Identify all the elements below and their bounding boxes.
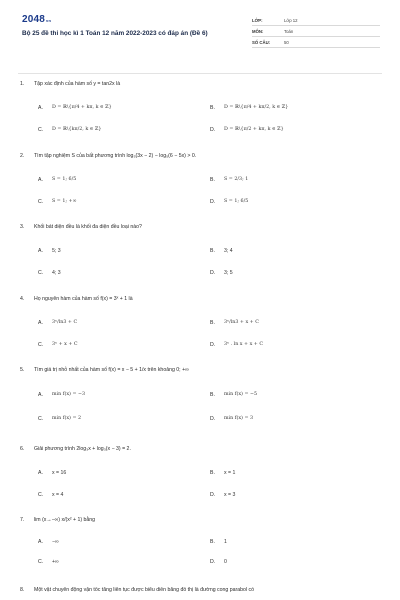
option-d[interactable] bbox=[210, 416, 253, 422]
option-text: +∞ bbox=[52, 559, 59, 565]
question-text: Tập xác định của hàm số y = tan2x là bbox=[34, 81, 121, 87]
option-text: 3ˣ . ln x + x + C bbox=[224, 342, 264, 347]
option-letter: A. bbox=[38, 539, 43, 545]
option-a[interactable] bbox=[38, 392, 85, 398]
page-header bbox=[0, 0, 400, 70]
option-c[interactable] bbox=[38, 199, 77, 205]
option-b[interactable] bbox=[210, 392, 257, 398]
option-a[interactable] bbox=[38, 320, 77, 326]
option-c[interactable] bbox=[38, 342, 78, 348]
question-stem bbox=[20, 153, 382, 160]
option-text: 3ˣ/ln3 + C bbox=[52, 320, 78, 325]
option-letter: C. bbox=[38, 559, 44, 565]
option-text: min f(x) = 3 bbox=[224, 416, 254, 421]
option-text: S = 1; 6/5 bbox=[52, 177, 77, 182]
option-text: min f(x) = −3 bbox=[52, 392, 86, 397]
option-letter: B. bbox=[210, 320, 215, 326]
option-b[interactable] bbox=[210, 248, 233, 254]
option-text: D = ℝ\{kπ/2, k ∈ ℤ} bbox=[52, 127, 102, 132]
option-a[interactable] bbox=[38, 539, 59, 545]
question-7 bbox=[20, 517, 382, 565]
option-letter: C. bbox=[38, 199, 44, 205]
option-d[interactable] bbox=[210, 342, 263, 348]
option-letter: D. bbox=[210, 416, 216, 422]
option-d[interactable] bbox=[210, 127, 284, 133]
option-letter: D. bbox=[210, 492, 216, 498]
option-text: D = ℝ\{π/4 + kπ, k ∈ ℤ} bbox=[52, 105, 112, 110]
option-letter: D. bbox=[210, 127, 216, 133]
option-text: −∞ bbox=[52, 539, 59, 545]
option-text: min f(x) = −5 bbox=[224, 392, 258, 397]
question-stem bbox=[20, 296, 382, 303]
option-letter: A. bbox=[38, 392, 43, 398]
option-letter: C. bbox=[38, 127, 44, 133]
option-text: D = ℝ\{π/2 + kπ, k ∈ ℤ} bbox=[224, 127, 284, 132]
meta-panel bbox=[252, 15, 380, 48]
option-b[interactable] bbox=[210, 105, 288, 111]
option-text: 3; 5 bbox=[224, 270, 233, 276]
meta-row-subject bbox=[252, 26, 380, 37]
option-letter: C. bbox=[38, 342, 44, 348]
option-letter: D. bbox=[210, 199, 216, 205]
option-letter: D. bbox=[210, 559, 216, 565]
meta-value: 50 bbox=[284, 39, 289, 45]
option-letter: C. bbox=[38, 416, 44, 422]
question-text: Một vật chuyển động vận tốc tăng liên tục được biểu diễn bằng đồ thị là đường cong parabol có bbox=[34, 587, 254, 593]
meta-key: LỚP: bbox=[252, 17, 263, 23]
option-letter: B. bbox=[210, 105, 215, 111]
option-letter: A. bbox=[38, 105, 43, 111]
option-text: x = 4 bbox=[52, 492, 64, 498]
meta-value: Toán bbox=[284, 28, 294, 34]
option-c[interactable] bbox=[38, 270, 61, 276]
option-text: 0 bbox=[224, 559, 227, 565]
option-text: S = 1; +∞ bbox=[52, 199, 77, 204]
option-letter: A. bbox=[38, 470, 43, 476]
option-text: x = 16 bbox=[52, 470, 67, 476]
option-letter: A. bbox=[38, 177, 43, 183]
option-a[interactable] bbox=[38, 470, 66, 476]
option-a[interactable] bbox=[38, 105, 112, 111]
option-text: 1 bbox=[224, 539, 227, 545]
question-number: 8. bbox=[20, 587, 25, 593]
question-text: Giải phương trình 2log₃x + log₃(x − 3) = 2. bbox=[34, 446, 131, 452]
option-d[interactable] bbox=[210, 270, 233, 276]
option-d[interactable] bbox=[210, 559, 227, 565]
option-text: 5; 3 bbox=[52, 248, 61, 254]
option-text: S = 2/3; 1 bbox=[224, 177, 249, 182]
question-stem bbox=[20, 587, 382, 594]
meta-row-class bbox=[252, 15, 380, 26]
option-letter: C. bbox=[38, 270, 44, 276]
question-stem bbox=[20, 517, 382, 524]
option-text: min f(x) = 2 bbox=[52, 416, 82, 421]
option-c[interactable] bbox=[38, 559, 59, 565]
question-number: 2. bbox=[20, 153, 25, 159]
option-text: x = 3 bbox=[224, 492, 236, 498]
option-letter: A. bbox=[38, 320, 43, 326]
divider bbox=[18, 73, 382, 74]
option-d[interactable] bbox=[210, 492, 235, 498]
option-b[interactable] bbox=[210, 470, 235, 476]
question-text: lim (x→−∞) x/(x² + 1) bằng bbox=[34, 517, 96, 523]
logo-text: 2048 bbox=[22, 14, 46, 25]
question-2 bbox=[20, 153, 382, 205]
option-text: S = 1; 6/5 bbox=[224, 199, 249, 204]
question-text: Tìm giá trị nhỏ nhất của hàm số f(x) = x − 5 + 1/x trên khoảng 0; +∞ bbox=[34, 367, 189, 373]
option-letter: B. bbox=[210, 470, 215, 476]
option-letter: D. bbox=[210, 270, 216, 276]
question-6 bbox=[20, 446, 382, 498]
question-text: Khối bát diện đều là khối đa diện đều loại nào? bbox=[34, 224, 142, 230]
option-c[interactable] bbox=[38, 492, 63, 498]
question-number: 4. bbox=[20, 296, 25, 302]
option-b[interactable] bbox=[210, 177, 248, 183]
question-stem bbox=[20, 367, 382, 374]
option-letter: B. bbox=[210, 177, 215, 183]
question-stem bbox=[20, 81, 382, 88]
option-text: D = ℝ\{π/4 + kπ/2, k ∈ ℤ} bbox=[224, 105, 289, 110]
question-stem bbox=[20, 446, 382, 453]
option-text: x = 1 bbox=[224, 470, 236, 476]
question-1 bbox=[20, 81, 382, 133]
option-a[interactable] bbox=[38, 248, 61, 254]
site-logo[interactable] bbox=[22, 14, 51, 25]
option-b[interactable] bbox=[210, 320, 259, 326]
question-8 bbox=[20, 587, 382, 594]
option-letter: D. bbox=[210, 342, 216, 348]
option-text: 4; 3 bbox=[52, 270, 61, 276]
meta-key: SỐ CÂU: bbox=[252, 39, 271, 45]
option-a[interactable] bbox=[38, 177, 76, 183]
question-4 bbox=[20, 296, 382, 348]
question-number: 6. bbox=[20, 446, 25, 452]
logo-suffix: vn bbox=[46, 18, 52, 23]
option-text: 3; 4 bbox=[224, 248, 233, 254]
option-c[interactable] bbox=[38, 127, 101, 133]
option-letter: B. bbox=[210, 248, 215, 254]
document-title: Bộ 25 đề thi học kì 1 Toán 12 năm 2022-2023 có đáp án (Đề 6) bbox=[22, 30, 208, 37]
question-3 bbox=[20, 224, 382, 276]
option-letter: A. bbox=[38, 248, 43, 254]
question-5 bbox=[20, 367, 382, 422]
question-stem bbox=[20, 224, 382, 231]
option-text: 3ˣ + x + C bbox=[52, 342, 78, 347]
question-text: Tìm tập nghiệm S của bất phương trình log₅(3x − 2) − log₅(6 − 5x) > 0. bbox=[34, 153, 197, 159]
option-letter: B. bbox=[210, 539, 215, 545]
option-text: 3ˣ/ln3 + x + C bbox=[224, 320, 259, 325]
meta-value: Lớp 12 bbox=[284, 17, 298, 23]
question-number: 1. bbox=[20, 81, 25, 87]
question-text: Họ nguyên hàm của hàm số f(x) = 3ˣ + 1 là bbox=[34, 296, 133, 302]
option-letter: C. bbox=[38, 492, 44, 498]
question-number: 7. bbox=[20, 517, 25, 523]
option-d[interactable] bbox=[210, 199, 248, 205]
meta-row-count bbox=[252, 37, 380, 48]
option-letter: B. bbox=[210, 392, 215, 398]
option-c[interactable] bbox=[38, 416, 81, 422]
meta-key: MÔN: bbox=[252, 28, 264, 34]
option-b[interactable] bbox=[210, 539, 227, 545]
question-number: 3. bbox=[20, 224, 25, 230]
question-number: 5. bbox=[20, 367, 25, 373]
